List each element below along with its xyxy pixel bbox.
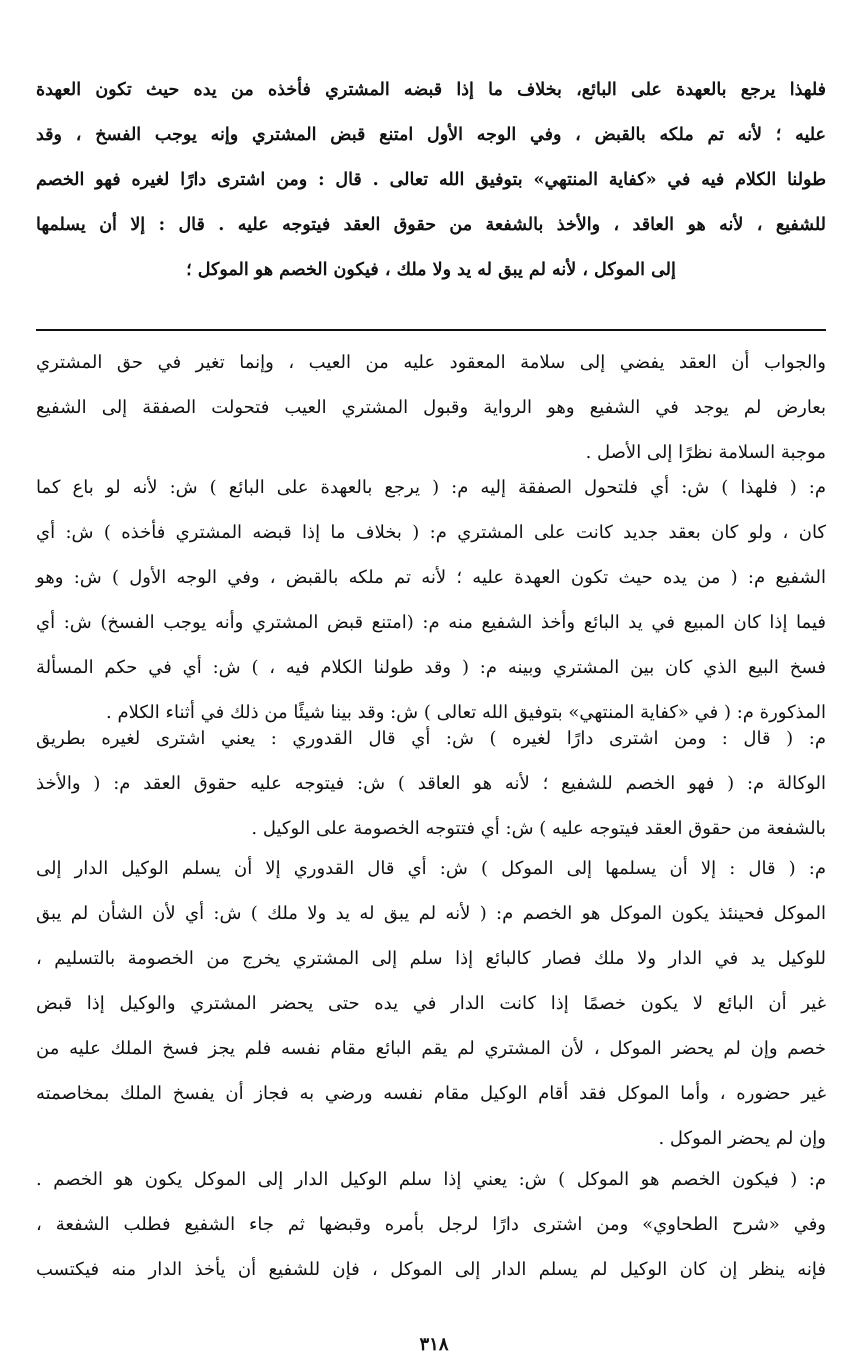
main-text-line: طولنا الكلام فيه في «كفاية المنتهي» بتوفيق الله تعالى . قال : ومن اشترى دارًا لغيره فهو الخصم bbox=[36, 170, 826, 190]
commentary-line: فسخ البيع الذي كان بين المشتري وبينه م: ( وقد طولنا الكلام فيه ، ) ش: أي في حكم المسألة bbox=[36, 657, 826, 678]
commentary-paragraph bbox=[36, 846, 826, 1161]
main-text-line: للشفيع ، لأنه هو العاقد ، والأخذ بالشفعة من حقوق العقد فيتوجه عليه . قال : إلا أن يسلمها bbox=[36, 215, 826, 235]
commentary-line: للوكيل يد في الدار ولا ملك فصار كالبائع إذا سلم إلى المشتري يخرج من الخصومة بالتسليم ، bbox=[36, 948, 826, 969]
commentary-line: الوكالة م: ( فهو الخصم للشفيع ؛ لأنه هو العاقد ) ش: فيتوجه عليه حقوق العقد م: ( والأخذ bbox=[36, 773, 826, 794]
page-number: ٣١٨ bbox=[419, 1334, 449, 1355]
commentary-line: م: ( فلهذا ) ش: أي فلتحول الصفقة إليه م: ( يرجع بالعهدة على البائع ) ش: لأنه لو باع كما bbox=[36, 477, 826, 498]
commentary-line: غير أن البائع لا يكون خصمًا إذا كانت الدار في يده حتى يحضر المشتري والوكيل إذا قبض bbox=[36, 993, 826, 1014]
commentary-line: والجواب أن العقد يفضي إلى سلامة المعقود عليه من العيب ، وإنما تغير في حق المشتري bbox=[36, 352, 826, 373]
commentary-line: غير حضوره ، وأما الموكل فقد أقام الوكيل مقام نفسه ورضي به فجاز أن يفسخ الملك بمخاصمته bbox=[36, 1083, 826, 1104]
commentary-line: فإنه ينظر إن كان الوكيل لم يسلم الدار إلى الموكل ، فإن للشفيع أن يأخذ الدار منه فيكتسب bbox=[36, 1259, 826, 1280]
commentary-line: م: ( قال : ومن اشترى دارًا لغيره ) ش: أي قال القدوري : يعني اشترى لغيره بطريق bbox=[36, 728, 826, 749]
commentary-line: فيما إذا كان المبيع في يد البائع وأخذ الشفيع منه م: (امتنع قبض المشتري وأنه يوجب الفسخ) ش: أي bbox=[36, 612, 826, 633]
commentary-line: الشفيع م: ( من يده حيث تكون العهدة عليه ؛ لأنه تم ملكه بالقبض ، وفي الوجه الأول ) ش: وهو bbox=[36, 567, 826, 588]
main-text-line: فلهذا يرجع بالعهدة على البائع، بخلاف ما إذا قبضه المشتري فأخذه من يده حيث تكون العهدة bbox=[36, 80, 826, 100]
commentary-line: م: ( قال : إلا أن يسلمها إلى الموكل ) ش: أي قال القدوري إلا أن يسلم الوكيل الدار إلى bbox=[36, 858, 826, 879]
main-text bbox=[36, 68, 826, 293]
commentary-paragraph bbox=[36, 1157, 826, 1292]
commentary-line: بعارض لم يوجد في الشفيع وهو الرواية وقبول المشتري العيب فتحولت الصفقة إلى الشفيع bbox=[36, 397, 826, 418]
commentary-line: م: ( فيكون الخصم هو الموكل ) ش: يعني إذا سلم الوكيل الدار إلى الموكل يكون هو الخصم . bbox=[36, 1169, 826, 1190]
commentary-line: خصم وإن لم يحضر الموكل ، لأن المشتري لم يقم البائع مقام نفسه فلم يجز فسخ الملك عليه من bbox=[36, 1038, 826, 1059]
main-text-line: إلى الموكل ، لأنه لم يبق له يد ولا ملك ، فيكون الخصم هو الموكل ؛ bbox=[186, 260, 676, 280]
commentary-line: المذكورة م: ( في «كفاية المنتهي» بتوفيق الله تعالى ) ش: وقد بينا شيئًا من ذلك في أثناء الكلام . bbox=[106, 702, 826, 723]
commentary-line: كان ، ولو كان بعقد جديد كانت على المشتري م: ( بخلاف ما إذا قبضه المشتري فأخذه ) ش: أي bbox=[36, 522, 826, 543]
commentary-line: بالشفعة من حقوق العقد فيتوجه عليه ) ش: أي فتتوجه الخصومة على الوكيل . bbox=[251, 818, 826, 839]
commentary-paragraph bbox=[36, 340, 826, 475]
commentary-line: وفي «شرح الطحاوي» ومن اشترى دارًا لرجل بأمره وقبضها ثم جاء الشفيع فطلب الشفعة ، bbox=[36, 1214, 826, 1235]
commentary-paragraph bbox=[36, 465, 826, 735]
commentary-line: وإن لم يحضر الموكل . bbox=[658, 1128, 826, 1149]
commentary-line: موجبة السلامة نظرًا إلى الأصل . bbox=[585, 442, 826, 463]
separator-rule bbox=[36, 329, 826, 331]
commentary-line: الموكل فحينئذ يكون الموكل هو الخصم م: ( لأنه لم يبق له يد ولا ملك ) ش: أي لأن الشأن لم يبق bbox=[36, 903, 826, 924]
main-text-line: عليه ؛ لأنه تم ملكه بالقبض ، وفي الوجه الأول امتنع قبض المشتري وإنه يوجب الفسخ ، وقد bbox=[36, 125, 826, 145]
commentary-paragraph bbox=[36, 716, 826, 851]
